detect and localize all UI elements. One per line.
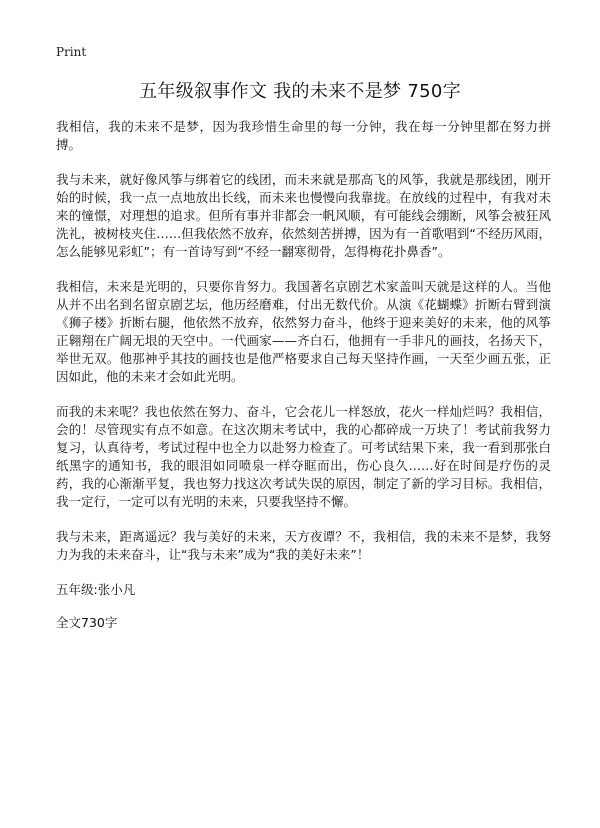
document-title: 五年级叙事作文 我的未来不是梦 750字 (139, 81, 461, 102)
paragraph-2: 我与未来，就好像风筝与绑着它的线团，而未来就是那高飞的风筝，我就是那线团，刚开始的时候，我一点一点地放出长线，而未来也慢慢向我靠拢。在放线的过程中，有我对未来的憧憬，对理想的追求。但所有事并非都会一帆风顺，有可能线会绷断，风筝会被狂风洗礼，被树枝夹住……但我依然不放弃，依然刻苦拼搏，因为有一首歌唱到“不经历风雨，怎么能够见彩虹”；有一首诗写到“不经一翻寒彻骨，怎得梅花扑鼻香”。 (56, 172, 551, 259)
paragraph-1: 我相信，我的未来不是梦，因为我珍惜生命里的每一分钟，我在每一分钟里都在努力拼搏。 (56, 119, 551, 152)
paragraph-3: 我相信，未来是光明的，只要你肯努力。我国著名京剧艺术家盖叫天就是这样的人。当他从并不出名到名留京剧艺坛，他历经磨难，付出无数代价。从演《花蝴蝶》折断右臂到演《狮子楼》折断右腿，他依然不放弃，依然努力奋斗，他终于迎来美好的未来，他的风筝正翱翔在广阔无垠的天空中。一代画家——齐白石，他拥有一手非凡的画技，名扬天下，举世无双。他那神乎其技的画技也是他严格要求自己每天坚持作画，一天至少画五张，正因如此，他的未来才会如此光明。 (56, 279, 551, 384)
print-link[interactable]: Print (56, 45, 87, 59)
word-count: 全文730字 (56, 615, 118, 630)
paragraph-4: 而我的未来呢？我也依然在努力、奋斗，它会花儿一样怒放，花火一样灿烂吗？我相信，会的！尽管现实有点不如意。在这次期末考试中，我的心都碎成一万块了！考试前我努力复习，认真待考，考试过程中也全力以赴努力检查了。可考试结果下来，我一看到那张白纸黑字的通知书，我的眼泪如同喷泉一样夺眶而出，伤心良久……好在时间是疗伤的灵药，我的心渐渐平复，我也努力找这次考试失误的原因，制定了新的学习目标。我相信，我一定行，一定可以有光明的未来，只要我坚持不懈。 (56, 404, 551, 509)
author-line: 五年级:张小凡 (56, 582, 136, 597)
paragraph-5: 我与未来，距离遥远？我与美好的未来，天方夜谭？不，我相信，我的未来不是梦，我努力为我的未来奋斗，让“我与未来”成为“我的美好未来”！ (56, 529, 551, 562)
article-body (56, 118, 551, 649)
